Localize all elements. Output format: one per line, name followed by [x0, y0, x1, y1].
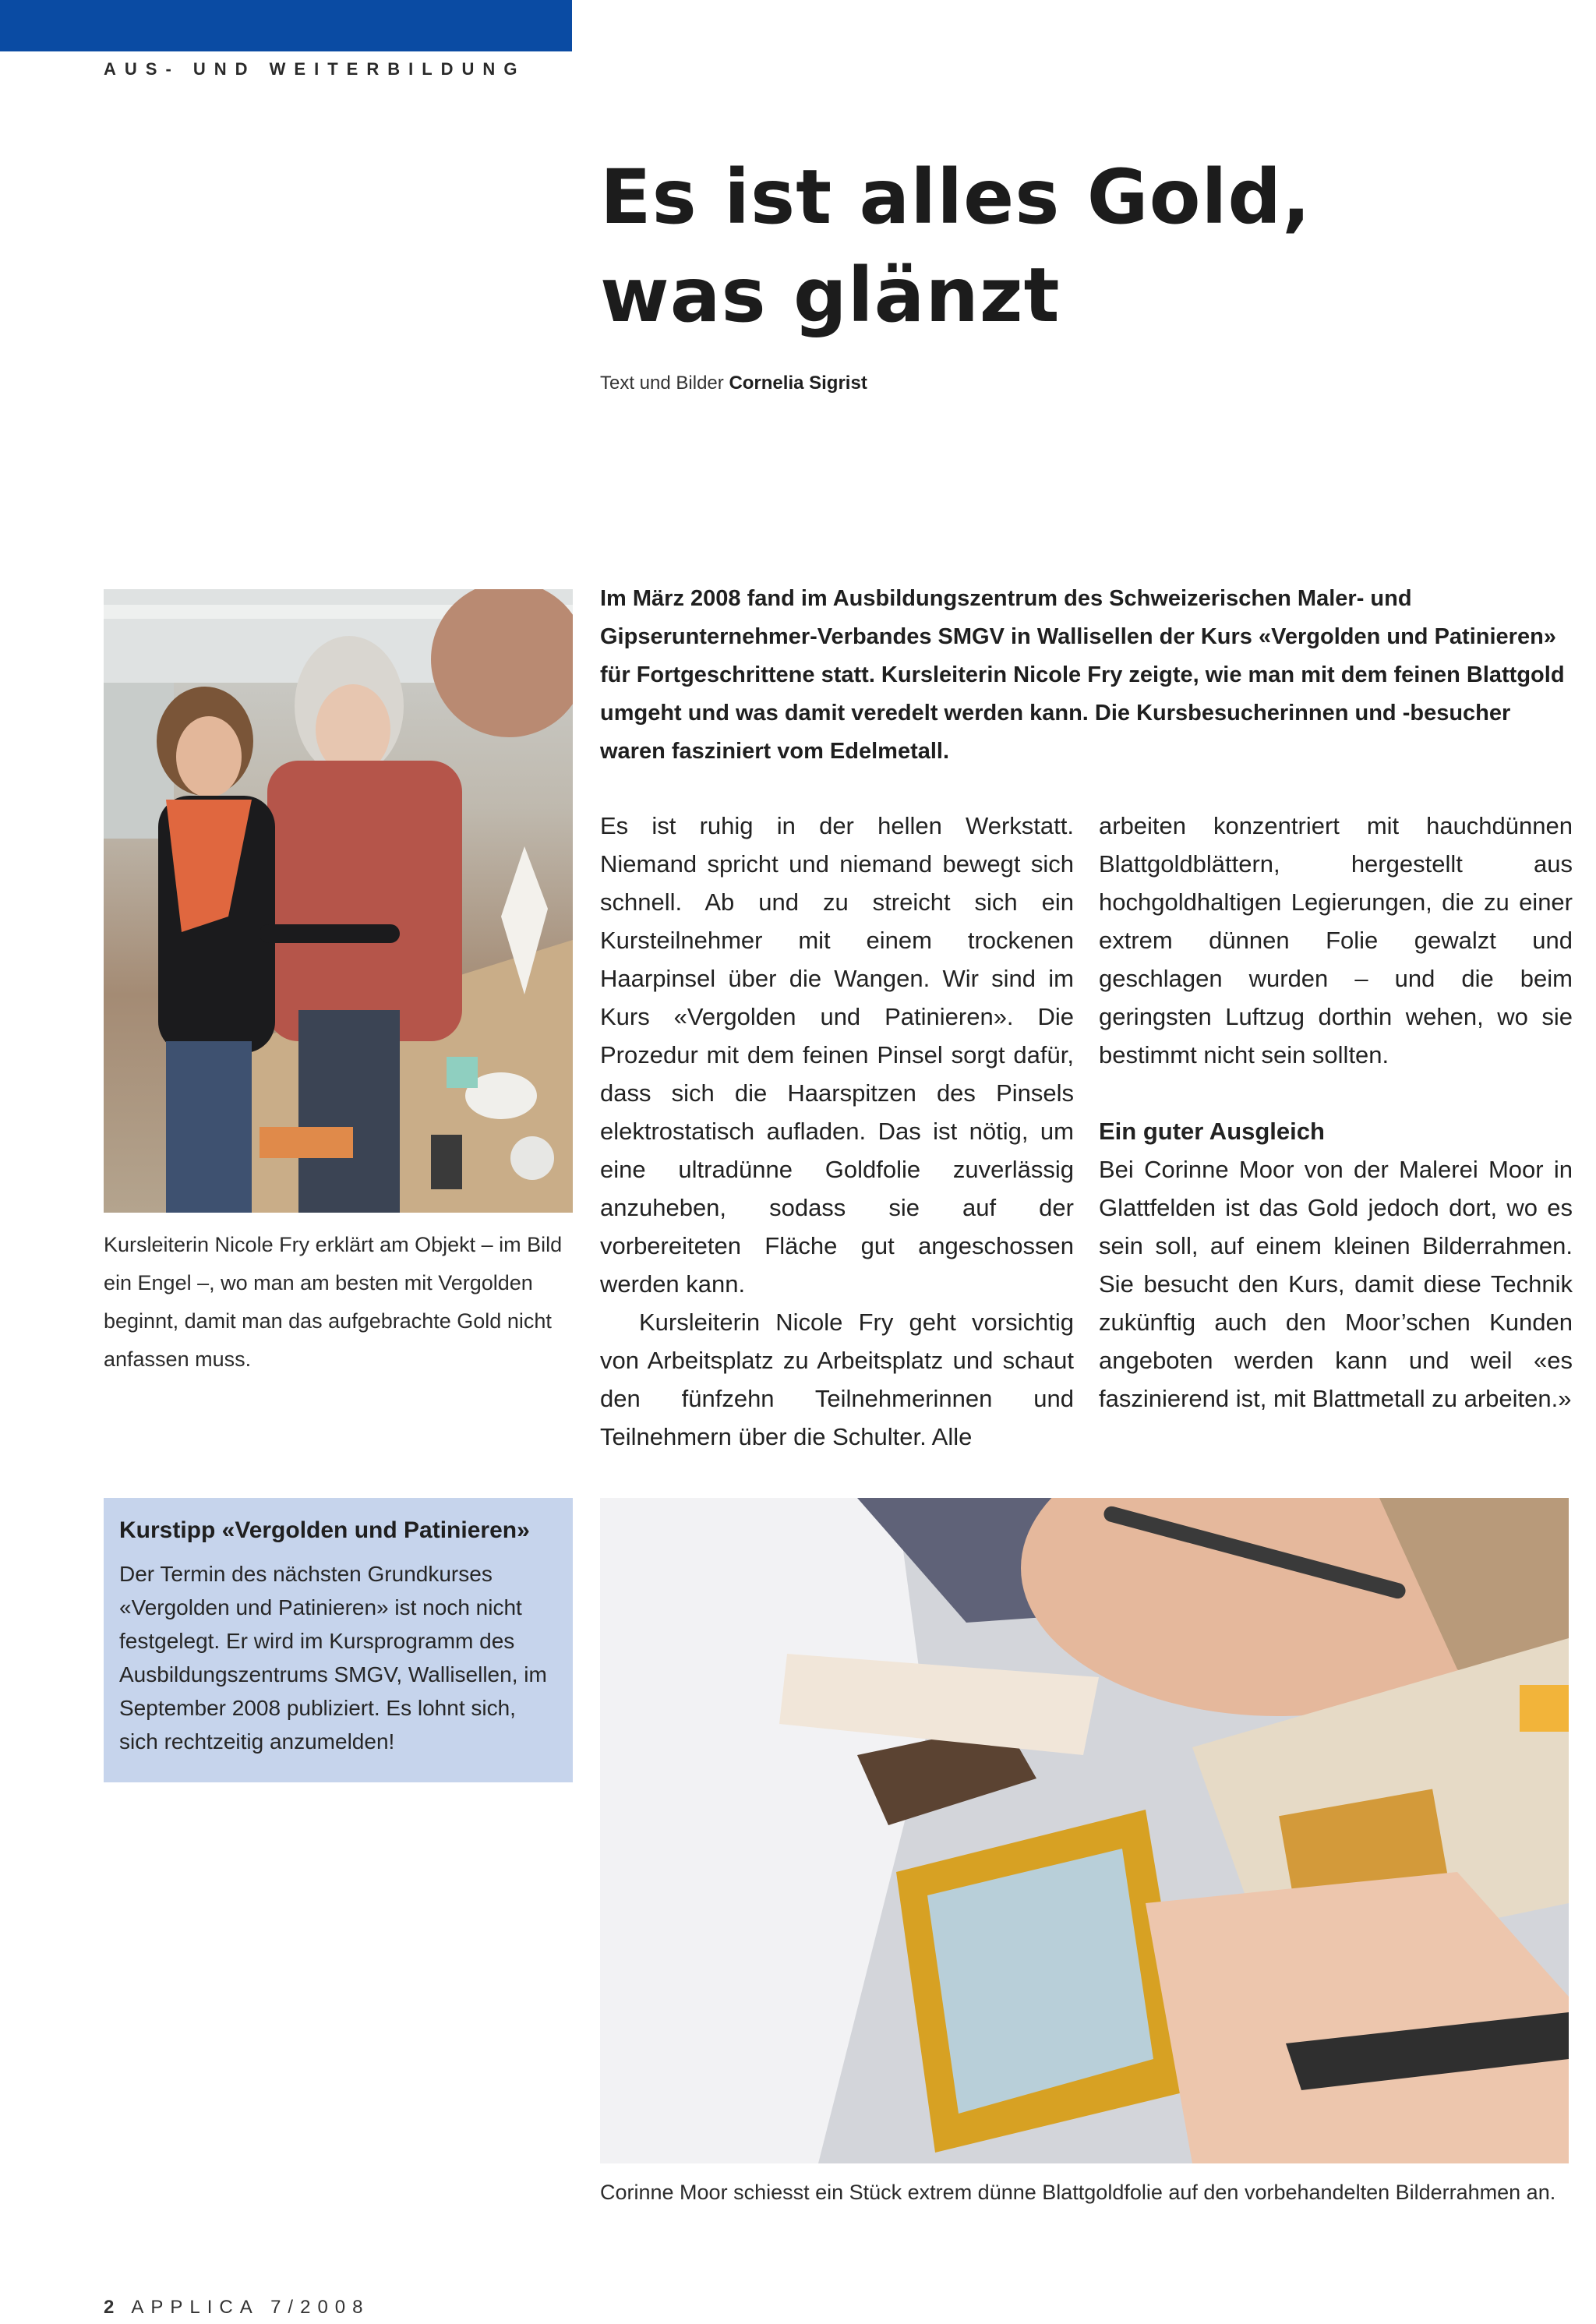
byline-prefix: Text und Bilder	[600, 373, 724, 394]
column-1-paragraph-1: Es ist ruhig in der hellen Werkstatt. Niemand spricht und niemand bewegt sich schnell. Ab und zu streicht sich ein Kursteilnehmer mit einem trockenen Haarpinsel über die Wangen. Wir sind im Kurs «Vergolden und Patinieren». Die Prozedur mit dem feinen Pinsel sorgt dafür, dass sich die Haarspitzen des Pinsels elektrostatisch aufladen. Das ist nötig, um eine ultradünne Goldfolie zuverlässig anzuheben, sodass sie auf der vorbereiteten Fläche gut angeschossen werden kann.	[600, 812, 1074, 1298]
byline	[600, 373, 867, 394]
section-color-bar	[0, 0, 572, 51]
course-tip-box	[104, 1498, 573, 1782]
photo-1-caption: Kursleiterin Nicole Fry erklärt am Objekt – im Bild ein Engel –, wo man am besten mit Vergolden beginnt, damit man das aufgebrachte Gold nicht anfassen muss.	[104, 1233, 563, 1371]
article-lead: Im März 2008 fand im Ausbildungszentrum des Schweizerischen Maler- und Gipserunternehmer-Verbandes SMGV in Wallisellen der Kurs «Vergolden und Patinieren» für Fortgeschrittene statt. Kursleiterin Nicole Fry zeigte, wie man mit dem feinen Blattgold umgeht und was damit veredelt werden kann. Die Kursbesucherinnen und -besucher waren fasziniert vom Edelmetall.	[600, 586, 1565, 764]
course-tip-title: Kurstipp «Vergolden und Patinieren»	[119, 1517, 530, 1543]
article-column-2	[1099, 807, 1573, 1418]
photo-workshop-instructor	[104, 589, 573, 1213]
column-2-subhead: Ein guter Ausgleich	[1099, 1118, 1325, 1145]
column-2-paragraph-1: arbeiten konzentriert mit hauchdünnen Blattgoldblättern, hergestellt aus hochgoldhaltigen Legierungen, die zu einer extrem dünnen Folie gewalzt und geschlagen wurden – und die beim geringsten Luftzug dorthin wehen, wo sie bestimmt nicht sein sollten.	[1099, 812, 1573, 1068]
page-number: 2	[104, 2297, 115, 2318]
headline-line-1: Es ist alles Gold,	[600, 154, 1312, 241]
article-headline	[600, 148, 1551, 344]
byline-author: Cornelia Sigrist	[729, 373, 867, 394]
column-2-paragraph-2: Bei Corinne Moor von der Malerei Moor in Glattfelden ist das Gold jedoch dort, wo es sein soll, auf einem kleinen Bilderrahmen. Sie besucht den Kurs, damit diese Technik zukünftig auch den Moor’schen Kunden angeboten werden kann und weil «es faszinierend ist, mit Blattmetall zu arbeiten.»	[1099, 1156, 1573, 1412]
photo-2-caption: Corinne Moor schiesst ein Stück extrem dünne Blattgoldfolie auf den vorbehandelten Bilderrahmen an.	[600, 2181, 1556, 2204]
headline-line-2: was glänzt	[600, 252, 1061, 339]
course-tip-text: Der Termin des nächsten Grundkurses «Vergolden und Patinieren» ist noch nicht festgelegt. Er wird im Kursprogramm des Ausbildungszentrums SMGV, Wallisellen, im September 2008 publiziert. Es lohnt sich, sich rechtzeitig anzumelden!	[119, 1562, 547, 1754]
section-label: AUS- UND WEITERBILDUNG	[104, 59, 526, 79]
column-1-paragraph-2: Kursleiterin Nicole Fry geht vorsichtig von Arbeitsplatz zu Arbeitsplatz und schaut den fünfzehn Teilnehmerinnen und Teilnehmern über die Schulter. Alle	[600, 1309, 1074, 1450]
photo-gilding-frame	[600, 1498, 1569, 2163]
magazine-issue: APPLICA 7/2008	[131, 2297, 370, 2318]
page-footer	[104, 2297, 370, 2319]
article-column-1	[600, 807, 1074, 1456]
